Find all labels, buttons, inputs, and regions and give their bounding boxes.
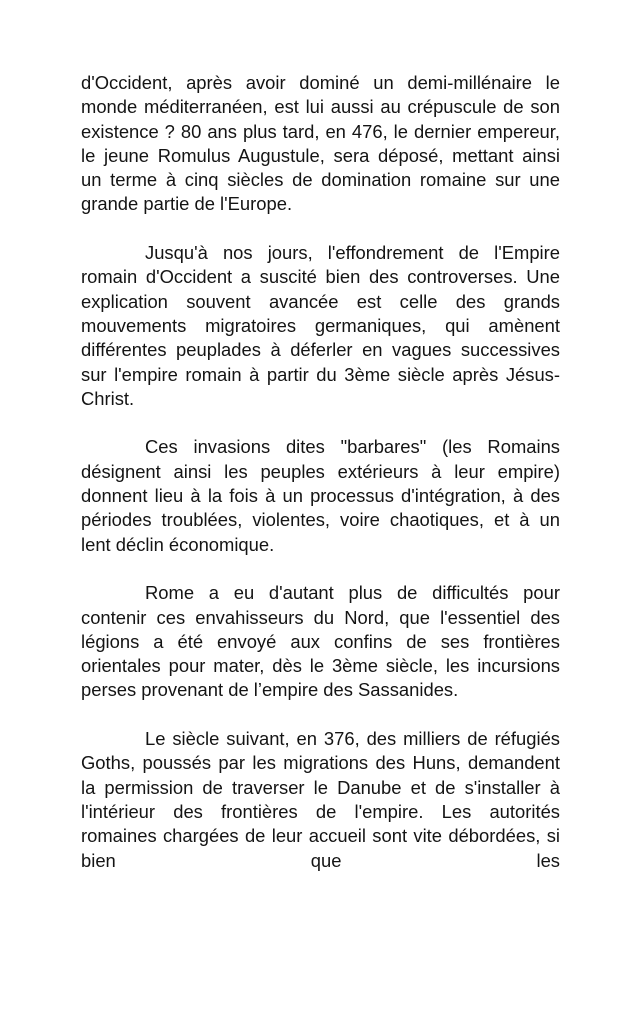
paragraph-2: Jusqu'à nos jours, l'effondrement de l'Empire romain d'Occident a suscité bien des controverses. Une explication souvent avancée est celle des grands mouvements migratoires germaniques, qui amènent différentes peuplades à déferler en vagues successives sur l'empire romain à partir du 3ème siècle après Jésus-Christ.	[81, 242, 560, 409]
page-text	[81, 71, 560, 873]
paragraph-4: Rome a eu d'autant plus de difficultés pour contenir ces envahisseurs du Nord, que l'essentiel des légions a été envoyé aux confins de ses frontières orientales pour mater, dès le 3ème siècle, les incursions perses provenant de l’empire des Sassanides.	[81, 582, 560, 701]
paragraph-3: Ces invasions dites "barbares" (les Romains désignent ainsi les peuples extérieurs à leur empire) donnent lieu à la fois à un processus d'intégration, à des périodes troublées, violentes, voire chaotiques, et à un lent déclin économique.	[81, 436, 560, 555]
paragraph-5: Le siècle suivant, en 376, des milliers de réfugiés Goths, poussés par les migrations des Huns, demandent la permission de traverser le Danube et de s'installer à l'intérieur des frontières de l'empire. Les autorités romaines chargées de leur accueil sont vite débordées, si bien que les	[81, 728, 560, 871]
paragraph-1: d'Occident, après avoir dominé un demi-millénaire le monde méditerranéen, est lui aussi au crépuscule de son existence ? 80 ans plus tard, en 476, le dernier empereur, le jeune Romulus Augustule, sera déposé, mettant ainsi un terme à cinq siècles de domination romaine sur une grande partie de l'Europe.	[81, 72, 560, 215]
